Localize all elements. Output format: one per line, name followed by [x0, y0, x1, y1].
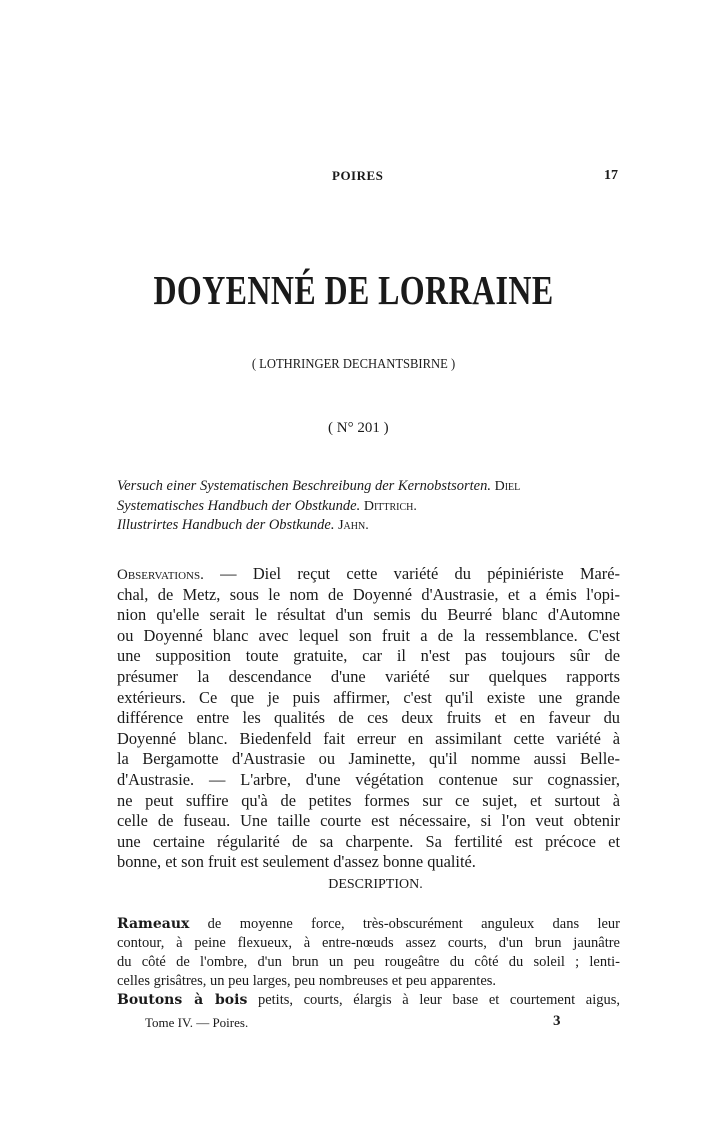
- subtitle: ( LOTHRINGER DECHANTSBIRNE ): [251, 357, 456, 372]
- reference-author: Jahn.: [338, 518, 369, 533]
- reference-author: Dittrich.: [363, 498, 417, 514]
- text-line: la Bergamotte d'Austrasie ou Jaminette, qu'il nomme aussi Belle-: [117, 749, 620, 769]
- text-line: extérieurs. Ce que je puis affirmer, c'est qu'il existe une grande: [117, 687, 620, 707]
- text: — Diel reçut cette variété du pépiniériste Maré-: [203, 564, 620, 583]
- text-line: [117, 915, 620, 934]
- footer-signature: 3: [553, 1013, 561, 1029]
- reference-work: Versuch einer Systematischen Beschreibung der Kernobstsorten.: [117, 478, 491, 494]
- rameaux-label: Rameaux: [117, 916, 190, 932]
- boutons-label: Boutons à bois: [117, 992, 248, 1008]
- reference: [117, 497, 637, 517]
- description-heading: DESCRIPTION.: [328, 877, 423, 892]
- text-line: présumer la descendance d'une variété sur quelques rapports: [117, 666, 620, 686]
- text-line: une certaine régularité de sa charpente. Sa fertilité est précoce et: [117, 831, 620, 851]
- text-line: celles grisâtres, un peu larges, peu nombreuses et peu apparentes.: [117, 973, 497, 989]
- reference: [117, 477, 637, 497]
- text-line: celle de fuseau. Une taille courte est nécessaire, si l'on veut obtenir: [117, 811, 620, 831]
- text-line: Doyenné blanc. Biedenfeld fait erreur en assimilant cette variété à: [117, 728, 620, 748]
- footer-volume: Tome IV. — Poires.: [145, 1015, 249, 1030]
- text-line: ne peut suffire qu'à de petites formes sur ce sujet, et surtout à: [117, 790, 620, 810]
- page-number: 17: [604, 168, 618, 183]
- text-line: chal, de Metz, sous le nom de Doyenné d'Austrasie, et a émis l'opi-: [117, 584, 620, 604]
- text-line: différence entre les qualités de ces deux fruits et en faveur du: [117, 708, 620, 728]
- text-line: [117, 564, 620, 585]
- text: petits, courts, élargis à leur base et courtement aigus,: [247, 992, 620, 1008]
- reference: [117, 516, 637, 536]
- text-line: nion qu'elle serait le résultat d'un semis du Beurré blanc d'Automne: [117, 605, 620, 625]
- references: [117, 477, 637, 536]
- variety-number: ( N° 201 ): [328, 420, 389, 436]
- text: de moyenne force, très-obscurément anguleux dans leur: [189, 916, 620, 932]
- text-line: ou Doyenné blanc avec lequel son fruit a de la ressemblance. C'est: [117, 625, 620, 645]
- text-line: du côté de l'ombre, d'un brun un peu rougeâtre du côté du soleil ; lenti-: [117, 954, 620, 970]
- page-title: DOYENNÉ DE LORRAINE: [153, 267, 554, 313]
- text-line: une supposition toute gratuite, car il n'est pas toujours sûr de: [117, 646, 620, 666]
- description-paragraph: [117, 915, 620, 1010]
- observations-paragraph: [117, 564, 620, 873]
- reference-work: Illustrirtes Handbuch der Obstkunde.: [117, 517, 335, 533]
- text-line: bonne, et son fruit est seulement d'assez bonne qualité.: [117, 852, 476, 872]
- running-head: POIRES: [332, 168, 384, 183]
- text-line: d'Austrasie. — L'arbre, d'une végétation contenue sur cognassier,: [117, 769, 620, 789]
- observations-label: Observations.: [117, 567, 204, 583]
- reference-work: Systematisches Handbuch der Obstkunde.: [117, 497, 361, 514]
- text-line: [117, 991, 620, 1010]
- text-line: contour, à peine flexueux, à entre-nœuds assez courts, d'un brun jaunâtre: [117, 935, 620, 951]
- reference-author: Diel: [494, 479, 521, 494]
